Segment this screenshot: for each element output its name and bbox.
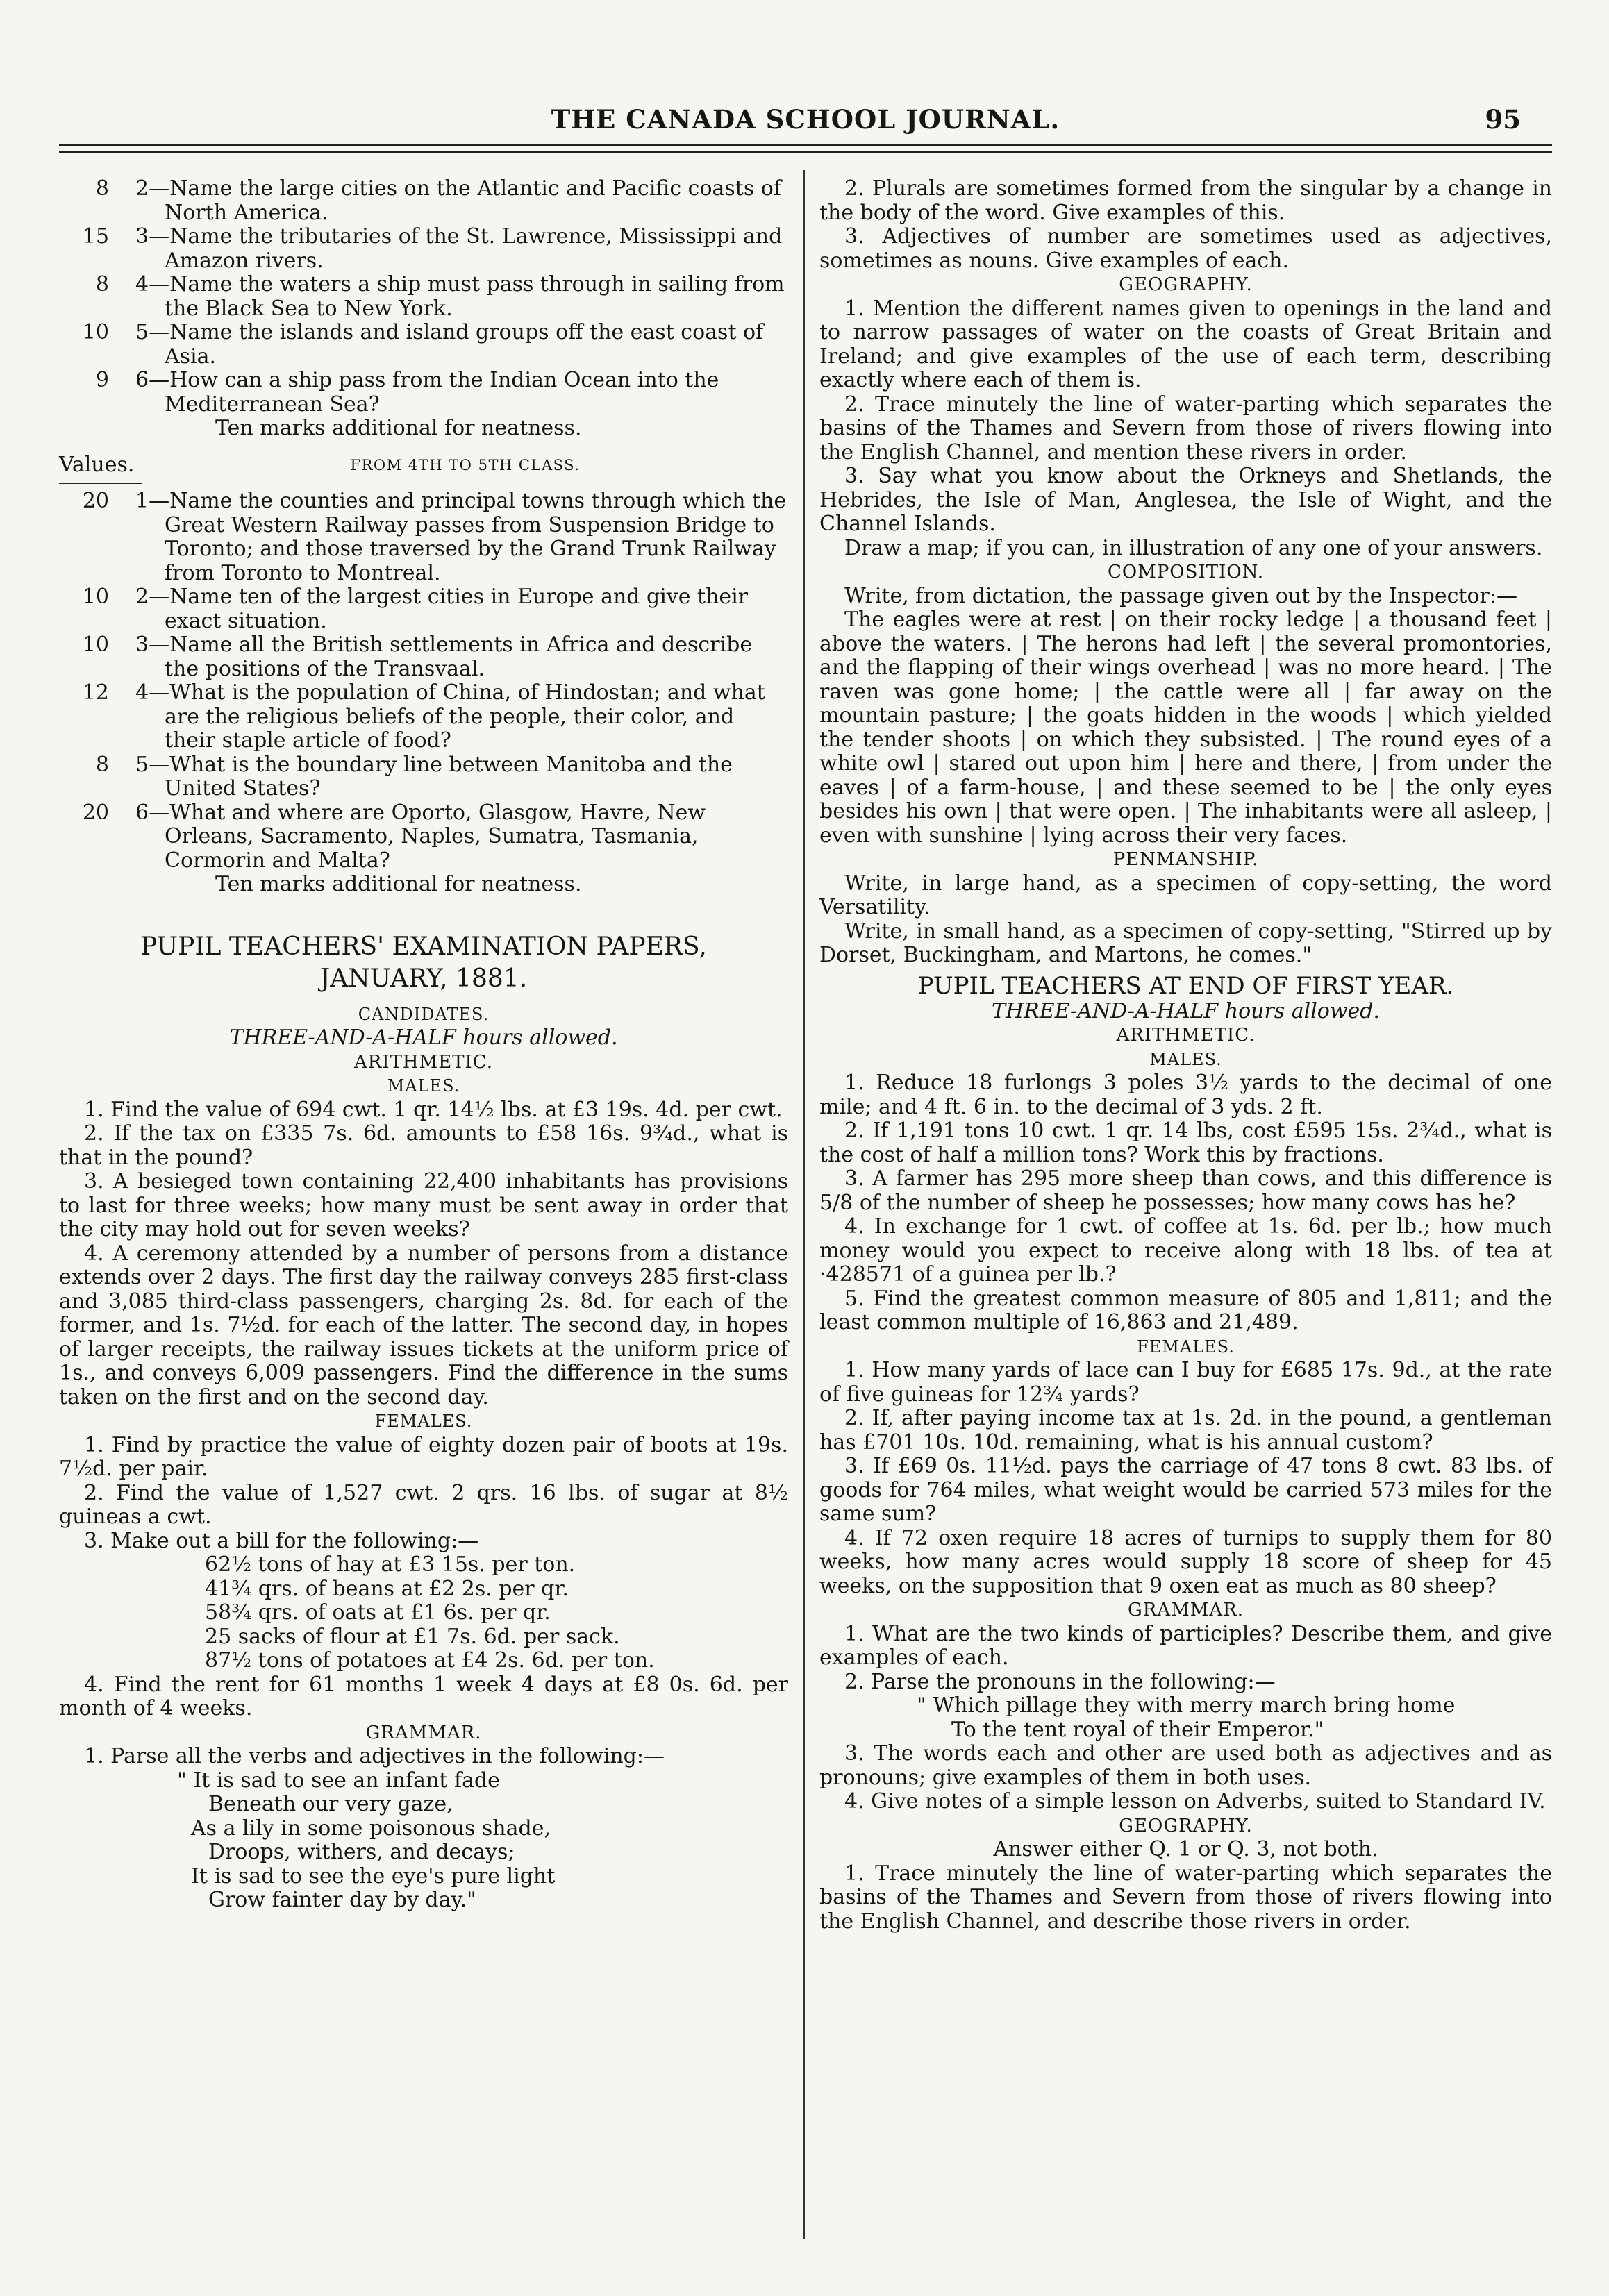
question-row: [59, 489, 788, 585]
header-rule-top: [59, 144, 1552, 146]
grammar-heading: GRAMMAR.: [365, 1722, 482, 1743]
verse-line: " Which pillage they with merry march bring home: [917, 1693, 1456, 1718]
bill-item: 87½ tons of potatoes at £4 2s. 6d. per ton.: [205, 1648, 655, 1673]
question-value: 10: [82, 320, 109, 344]
question-value: 9: [95, 368, 109, 392]
arithmetic-question: 2. Find the value of 1,527 cwt. 2 qrs. 16 lbs. of sugar at 8½ guineas a cwt.: [59, 1480, 788, 1529]
question-value: 10: [82, 585, 109, 609]
time-allowed-text: THREE-AND-A-HALF hours allowed.: [991, 998, 1381, 1023]
bill-item: 58¾ qrs. of oats at £1 6s. per qr.: [205, 1600, 551, 1625]
question-row: [59, 225, 788, 273]
arithmetic-question: 1. Find by practice the value of eighty dozen pair of boots at 19s. 7½d. per pair.: [59, 1432, 788, 1481]
candidates-heading: CANDIDATES.: [358, 1004, 490, 1024]
geography-question: Draw a map; if you can, in illustration of any one of your answers.: [844, 535, 1543, 560]
question-value: 8: [95, 176, 109, 201]
question-value: 8: [95, 752, 109, 777]
geography-question: 2. Trace minutely the line of water-parting which separates the basins of the Thames and Severn from those of rivers flowing into the English Channel, and mention these rivers in order.: [819, 392, 1552, 464]
question-row: [59, 753, 788, 801]
question-text: 3—Name the tributaries of the St. Lawrence, Mississippi and Amazon rivers.: [135, 224, 783, 273]
arithmetic-question: 5. Find the greatest common measure of 805 and 1,811; and the least common multiple of 16,863 and 21,489.: [819, 1286, 1552, 1334]
males-heading: MALES.: [387, 1076, 460, 1096]
question-row: [59, 321, 788, 369]
grammar-question: 1. What are the two kinds of participles? Describe them, and give examples of each.: [819, 1621, 1552, 1670]
grammar-heading: GRAMMAR.: [1128, 1600, 1244, 1620]
geography-question: 1. Trace minutely the line of water-parting which separates the basins of the Thames and Severn from those of rivers flowing into the English Channel, and describe those rivers in order.: [819, 1861, 1552, 1934]
arithmetic-question: 1. Find the value of 694 cwt. 1 qr. 14½ lbs. at £3 19s. 4d. per cwt.: [84, 1097, 783, 1122]
poem-line: Beneath our very gaze,: [208, 1792, 453, 1816]
question-value: 8: [95, 272, 109, 296]
composition-passage: The eagles were at rest | on their rocky ledge | a thousand feet | above the waters. | The herons had left | the several promontories, and the flapping of their wings overhead | was no more heard. | The raven was gone home; | the cattle were all | far away on the mountain pasture; | the goats hidden in the woods | which yielded the tender shoots | on which they subsisted. | The round eyes of a white owl | stared out upon him | here and there, | from under the eaves | of a farm-house, | and these seemed to be | the only eyes besides his own | that were open. | The inhabitants were all asleep, | even with sunshine | lying across their very faces.: [819, 607, 1552, 848]
geography-heading: GEOGRAPHY.: [1119, 274, 1253, 295]
question-row: [59, 177, 788, 225]
question-text: 1—Name the counties and principal towns through which the Great Western Railway passes from Suspension Bridge to Toronto; and those traversed by the Grand Trunk Railway from Toronto to Montreal.: [135, 489, 787, 585]
bill-item: 41¾ qrs. of beans at £2 2s. per qr.: [205, 1576, 569, 1601]
question-text: 2—Name the large cities on the Atlantic and Pacific coasts of North America.: [135, 176, 781, 225]
grammar-question: 3. Adjectives of number are sometimes used as adjectives, sometimes as nouns. Give examples of each.: [819, 224, 1552, 273]
geography-questions-a: [59, 177, 788, 441]
bill-item: 25 sacks of flour at £1 7s. 6d. per sack.: [205, 1624, 620, 1649]
question-row: [59, 369, 788, 417]
page-number: 95: [1485, 104, 1521, 135]
time-allowed: [819, 1000, 1552, 1024]
geography-question: 3. Say what you know about the Orkneys and Shetlands, the Hebrides, the Isle of Man, Anglesea, the Isle of Wight, and the Channel Islands.: [819, 464, 1552, 536]
penmanship-heading: PENMANSHIP.: [1112, 849, 1259, 870]
column-divider: [803, 170, 805, 2239]
neatness-note: Ten marks additional for neatness.: [215, 872, 582, 896]
arithmetic-question: 3. A besieged town containing 22,400 inhabitants has provisions to last for three weeks; how many must be sent away in order that the city may hold out for seven weeks?: [59, 1169, 788, 1241]
arithmetic-question: 4. A ceremony attended by a number of persons from a distance extends over 2 days. The first day the railway conveys 285 first-class and 3,085 third-class passengers, charging 2s. 8d. for each of the former, and 1s. 7½d. for each of the latter. The second day, in hopes of larger receipts, the railway issues tickets at the uniform price of 1s., and conveys 6,009 passengers. Find the difference in the sums taken on the first and on the second day.: [59, 1241, 788, 1409]
arithmetic-question: 2. If the tax on £335 7s. 6d. amounts to £58 16s. 9¾d., what is that in the pound?: [59, 1121, 788, 1170]
geography-heading: GEOGRAPHY.: [1119, 1815, 1253, 1836]
exam-title: PUPIL TEACHERS' EXAMINATION PAPERS,: [140, 932, 707, 961]
composition-intro: Write, from dictation, the passage given out by the Inspector:—: [844, 583, 1517, 608]
arithmetic-question: 1. How many yards of lace can I buy for £685 17s. 9d., at the rate of five guineas for 12¾ yards?: [819, 1358, 1552, 1407]
time-allowed: [59, 1026, 788, 1050]
males-heading: MALES.: [1149, 1049, 1222, 1069]
question-row: [59, 273, 788, 321]
composition-heading: COMPOSITION.: [1107, 562, 1264, 583]
arithmetic-question: 4. In exchange for 1 cwt. of coffee at 1s. 6d. per lb.; how much money would you expect to receive along with 18 lbs. of tea at ·428571 of a guinea per lb.?: [819, 1214, 1552, 1287]
geography-question: 1. Mention the different names given to openings in the land and to narrow passages of water on the coasts of Great Britain and Ireland; and give examples of the use of each term, describing exactly where each of them is.: [819, 296, 1552, 392]
arithmetic-question: 2. If, after paying income tax at 1s. 2d. in the pound, a gentleman has £701 10s. 10d. remaining, what is his annual custom?: [819, 1406, 1552, 1455]
question-row: [59, 585, 788, 633]
penmanship-question: Write, in small hand, as a specimen of copy-setting, "Stirred up by Dorset, Buckingham, and Martons, he comes.": [819, 919, 1552, 967]
question-text: 6—How can a ship pass from the Indian Ocean into the Mediterranean Sea?: [135, 368, 719, 417]
arithmetic-heading: ARITHMETIC.: [1116, 1025, 1256, 1046]
arithmetic-question: 3. If £69 0s. 11½d. pays the carriage of 47 tons 8 cwt. 83 lbs. of goods for 764 miles, what weight would be carried 573 miles for the same sum?: [819, 1454, 1552, 1526]
question-text: 4—What is the population of China, of Hindostan; and what are the religious beliefs of the people, their color, and their staple article of food?: [135, 680, 765, 753]
time-allowed-text: THREE-AND-A-HALF hours allowed.: [229, 1025, 618, 1050]
question-row: [59, 681, 788, 753]
question-row: [59, 801, 788, 873]
grammar-question: 2. Plurals are sometimes formed from the singular by a change in the body of the word. Give examples of this.: [819, 176, 1552, 225]
grammar-question: 3. The words each and other are used both as adjectives and as pronouns; give examples of them in both uses.: [819, 1741, 1552, 1790]
exam-date: JANUARY, 1881.: [319, 964, 528, 993]
section-heading: FROM 4TH TO 5TH CLASS.: [350, 456, 581, 474]
grammar-question: 4. Give notes of a simple lesson on Adverbs, suited to Standard IV.: [844, 1789, 1546, 1813]
neatness-note: Ten marks additional for neatness.: [215, 416, 582, 440]
grammar-question: 1. Parse all the verbs and adjectives in the following:—: [84, 1744, 665, 1768]
arithmetic-question: 2. If 1,191 tons 10 cwt. 1 qr. 14 lbs, cost £595 15s. 2¾d., what is the cost of half a million tons? Work this by fractions.: [819, 1118, 1552, 1167]
values-header: [59, 453, 788, 478]
bill-item: 62½ tons of hay at £3 15s. per ton.: [205, 1552, 576, 1577]
page-header-title: THE CANADA SCHOOL JOURNAL.: [551, 104, 1060, 135]
section-title: PUPIL TEACHERS AT END OF FIRST YEAR.: [917, 971, 1454, 1000]
arithmetic-question: 3. A farmer has 295 more sheep than cows, and this difference is 5/8 of the number of sheep he possesses; how many cows has he?: [819, 1166, 1552, 1215]
question-value: 15: [82, 224, 109, 249]
values-rule: [59, 483, 142, 484]
poem-line: It is sad to see the eye's pure light: [191, 1863, 556, 1888]
geography-questions-b: [59, 489, 788, 897]
question-text: 5—What is the boundary line between Manitoba and the United States?: [135, 752, 733, 801]
question-row: [59, 633, 788, 681]
arithmetic-question: 3. Make out a bill for the following:—: [84, 1528, 479, 1553]
header-rule-bottom: [59, 151, 1552, 153]
question-text: 5—Name the islands and island groups off the east coast of Asia.: [135, 320, 764, 369]
females-heading: FEMALES.: [374, 1411, 473, 1431]
question-text: 2—Name ten of the largest cities in Europe and give their exact situation.: [135, 585, 749, 633]
arithmetic-question: 1. Reduce 18 furlongs 3 poles 3½ yards to the decimal of one mile; and 4 ft. 6 in. to the decimal of 3 yds. 2 ft.: [819, 1071, 1552, 1119]
penmanship-question: Write, in large hand, as a specimen of copy-setting, the word Versatility.: [819, 871, 1552, 919]
answer-instruction: Answer either Q. 1 or Q. 3, not both.: [993, 1837, 1378, 1861]
question-text: 4—Name the waters a ship must pass through in sailing from the Black Sea to New York.: [135, 272, 785, 321]
poem-line: " It is sad to see an infant fade: [177, 1768, 500, 1793]
poem-line: As a lily in some poisonous shade,: [191, 1816, 551, 1841]
arithmetic-question: 4. Find the rent for 61 months 1 week 4 days at £8 0s. 6d. per month of 4 weeks.: [59, 1672, 788, 1720]
right-column: [819, 177, 1552, 1934]
females-heading: FEMALES.: [1137, 1336, 1235, 1357]
question-value: 20: [82, 489, 109, 513]
grammar-question: 2. Parse the pronouns in the following:—: [844, 1669, 1276, 1694]
poem-line: Droops, withers, and decays;: [208, 1840, 515, 1864]
question-value: 12: [82, 680, 109, 705]
question-text: 6—What and where are Oporto, Glasgow, Havre, New Orleans, Sacramento, Naples, Sumatra, Tasmania, Cormorin and Malta?: [135, 800, 706, 873]
left-column: [59, 177, 788, 1913]
question-value: 20: [82, 800, 109, 825]
poem-line: Grow fainter day by day.": [208, 1888, 476, 1912]
question-value: 10: [82, 632, 109, 657]
verse-line: To the tent royal of their Emperor.": [951, 1717, 1324, 1742]
arithmetic-question: 4. If 72 oxen require 18 acres of turnips to supply them for 80 weeks, how many acres would supply 18 score of sheep for 45 weeks, on the supposition that 9 oxen eat as much as 80 sheep?: [819, 1525, 1552, 1598]
question-text: 3—Name all the British settlements in Africa and describe the positions of the Transvaal.: [135, 632, 753, 681]
values-label: Values.: [59, 452, 135, 477]
arithmetic-heading: ARITHMETIC.: [353, 1051, 494, 1073]
